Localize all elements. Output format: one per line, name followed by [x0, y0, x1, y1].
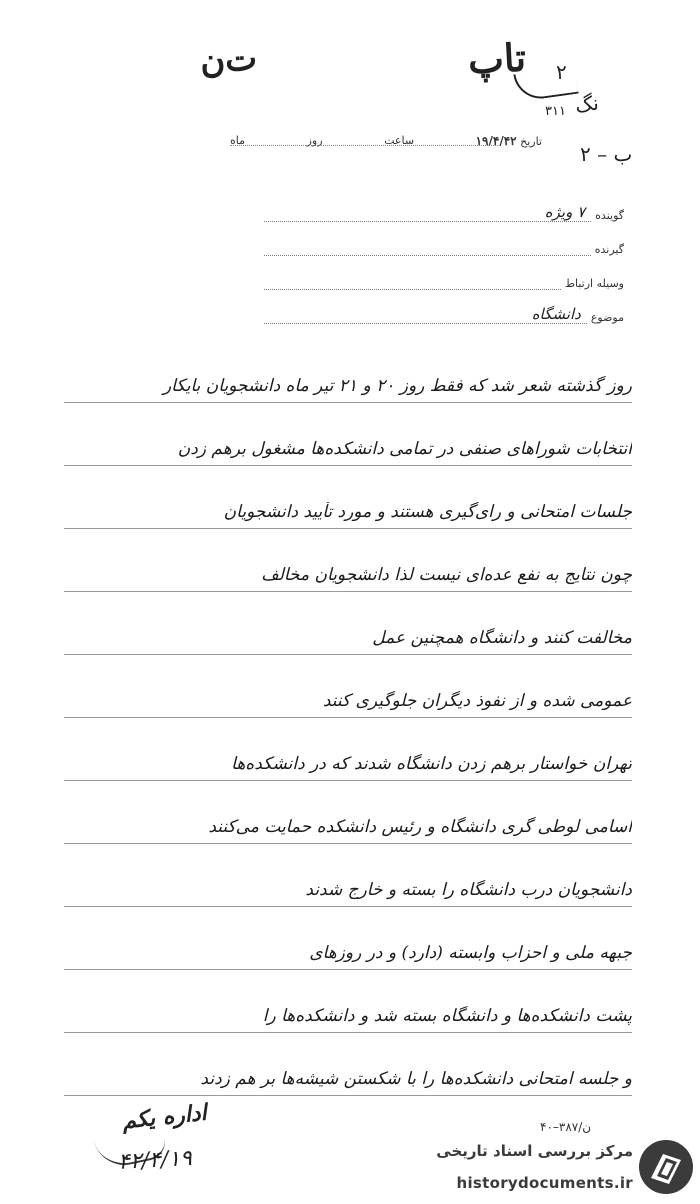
speaker-label: گوینده	[595, 209, 624, 222]
signature-date: ۴۲/۴/۱۹	[117, 1146, 193, 1175]
date-label: تاریخ	[520, 135, 542, 148]
signature: اداره یکم	[120, 1099, 208, 1135]
channel-value	[264, 271, 561, 290]
watermark-title: مرکز بررسی اسناد تاریخی	[436, 1142, 633, 1160]
body-line	[64, 592, 632, 655]
date-dotted-rule	[230, 145, 500, 146]
watermark-url: historydocuments.ir	[456, 1174, 633, 1192]
body-line-text: مخالفت کنند و دانشگاه همچنین عمل	[372, 628, 632, 648]
body-line-text: و جلسه امتحانی دانشکده‌ها را با شکستن شیشه‌ها بر هم زدند	[200, 1069, 632, 1089]
watermark	[412, 1134, 697, 1200]
recipient-field	[264, 234, 624, 256]
subject-field	[264, 302, 624, 324]
body-line-text: چون نتایج به نفع عده‌ای نیست لذا دانشجویان مخالف	[261, 565, 632, 585]
reference-number: نگ	[573, 90, 601, 118]
body-line-text: جبهه ملی و احزاب وابسته (دارد) و در روزهای	[309, 943, 632, 963]
margin-number: ۲	[556, 60, 567, 84]
archive-logo-icon	[637, 1138, 695, 1196]
body-line-text: دانشجویان درب دانشگاه را بسته و خارج شدند	[305, 880, 632, 900]
document-code: ۴۰–۳۸۷/ن	[540, 1120, 592, 1134]
body-line	[64, 403, 632, 466]
body-line	[64, 340, 632, 403]
body-line	[64, 844, 632, 907]
body-line	[64, 1033, 632, 1096]
body-line-text: پشت دانشکده‌ها و دانشگاه بسته شد و دانشکده‌ها را	[262, 1006, 632, 1026]
body-line	[64, 466, 632, 529]
body-line-text: انتخابات شوراهای صنفی در تمامی دانشکده‌ها مشغول برهم زدن	[177, 439, 632, 459]
body-line	[64, 781, 632, 844]
body-line-text: جلسات امتحانی و رای‌گیری هستند و مورد تأیید دانشجویان	[223, 502, 632, 522]
reference-sub-number: ۳۱۱	[545, 104, 566, 119]
speaker-field	[264, 200, 624, 222]
body-line	[64, 718, 632, 781]
channel-field	[264, 268, 624, 290]
body-line-text: اسامی لوطی گری دانشگاه و رئیس دانشکده حمایت می‌کنند	[208, 817, 632, 837]
date-value: ۱۹/۴/۴۲	[475, 134, 517, 148]
recipient-label: گیرنده	[594, 243, 624, 256]
top-handwritten-mark-right: تاپ	[466, 34, 528, 83]
body-line	[64, 529, 632, 592]
recipient-value	[264, 237, 591, 256]
top-handwritten-mark-left: ت‌ن	[198, 38, 259, 82]
day-label: روز	[306, 134, 323, 147]
subject-label: موضوع	[590, 311, 624, 324]
report-body	[64, 340, 632, 1096]
month-label: ماه	[230, 134, 246, 147]
body-line	[64, 970, 632, 1033]
subject-value: دانشگاه	[264, 305, 587, 324]
body-line-text: عمومی شده و از نفوذ دیگران جلوگیری کنند	[322, 691, 632, 711]
body-line-text: روز گذشته شعر شد که فقط روز ۲۰ و ۲۱ تیر ماه دانشجویان بایکار	[162, 376, 632, 396]
body-line	[64, 907, 632, 970]
series-code: ب – ۲	[580, 142, 633, 166]
body-line	[64, 655, 632, 718]
time-label: ساعت	[384, 134, 415, 147]
body-line-text: تهران خواستار برهم زدن دانشگاه شدند که در دانشکده‌ها	[231, 754, 632, 774]
channel-label: وسیله ارتباط	[564, 277, 624, 290]
speaker-value: ۷ ویژه	[264, 203, 591, 222]
